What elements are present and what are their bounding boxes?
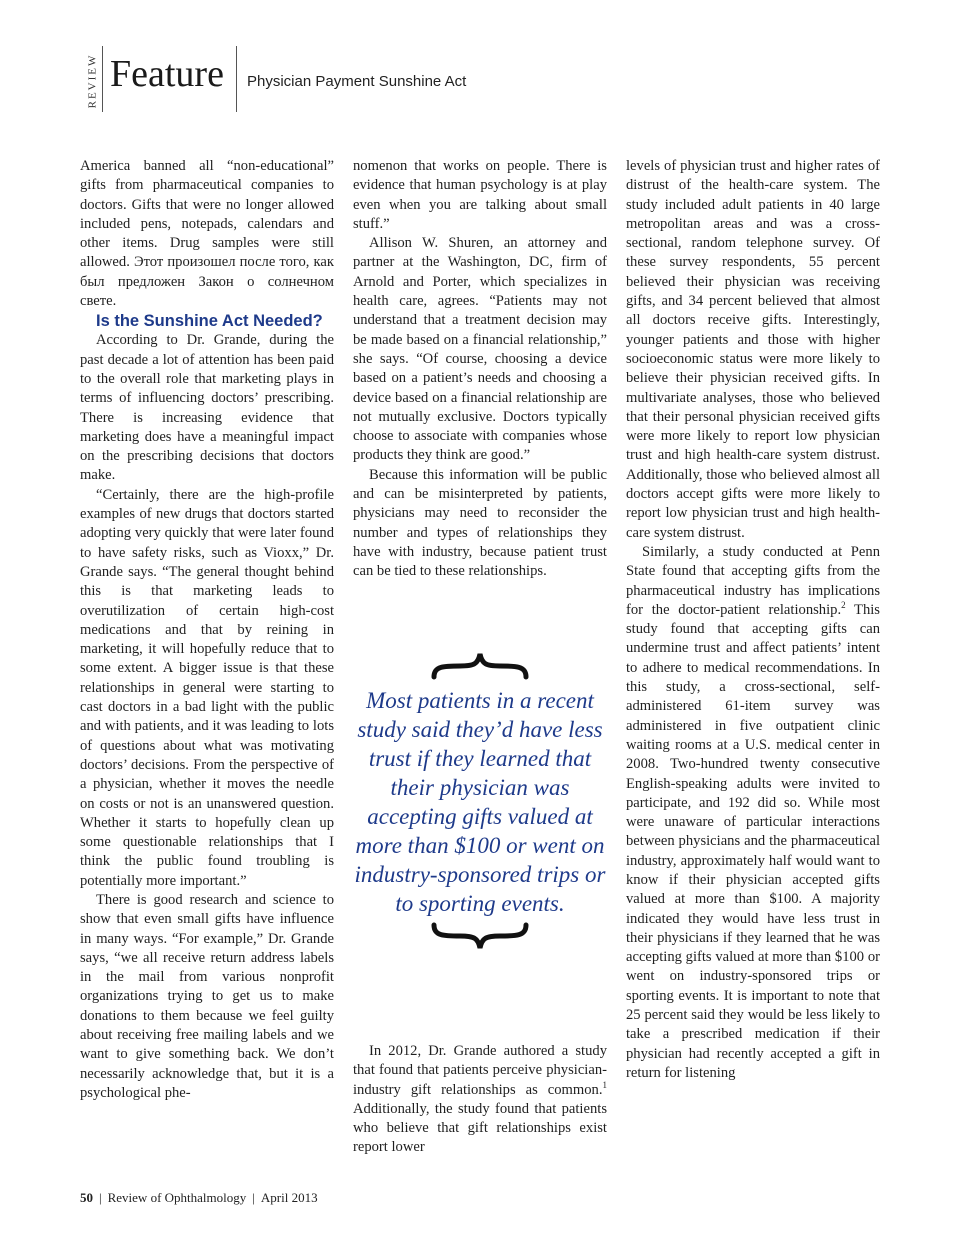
column2-paragraph-4-text: In 2012, Dr. Grande authored a study that found that patients perceive physician-industry gift relationships as common. xyxy=(353,1043,607,1098)
bottom-brace-icon xyxy=(430,922,530,952)
column3-paragraph-2-text: Similarly, a study conducted at Penn State found that accepting gifts from the pharmaceutical industry has implications for the doctor-patient relationship. xyxy=(626,543,880,618)
header-divider-left xyxy=(102,46,103,112)
column3-paragraph-1: levels of physician trust and higher rates of distrust of the health-care system. The study included adult patients in 40 large metropolitan areas and was a cross-sectional, random telephone survey. Of these survey respondents, 55 percent believed their physician was receiving gifts, and 34 percent believed that almost all doctors receive gifts. Interestingly, younger patients and those with higher socioeconomic status were more likely to believe their physician received gifts. In multivariate analyses, those who believed that their personal physician received gifts were more likely to report low physician trust and high health-care system distrust. Additionally, those who believed almost all doctors accept gifts were more likely to report low physician trust and high health-care system distrust. xyxy=(626,158,880,541)
page-number: 50 xyxy=(80,1190,93,1205)
column2-paragraph-1: nomenon that works on people. There is evidence that human psychology is at play even when you are talking about small stuff.” xyxy=(353,158,607,232)
page-title: Feature xyxy=(110,53,224,95)
column-2-continued xyxy=(353,1042,607,1158)
column2-paragraph-4 xyxy=(353,1042,607,1158)
column-2 xyxy=(353,157,607,582)
column2-paragraph-2: Allison W. Shuren, an attorney and partner at the Washington, DC, firm of Arnold and Porter, which specializes in health care, agrees. “Patients may not understand that a treatment decision may be made based on a financial relationship,” she says. “Of course, choosing a device based on a patient’s needs and choosing a device based on a financial relationship are not mutually exclusive. Doctors typically choose to associate with companies whose products they think are good.” xyxy=(353,235,607,464)
column-3 xyxy=(626,157,880,1083)
column1-paragraph-1: America banned all “non-educational” gifts from pharmaceutical companies to doctors. Gifts that were no longer allowed included pens, notepads, calendars and other items. Drug samples were still allowed. Этот произошел после того, как был предложен Закон о солнечном свете. xyxy=(80,158,334,310)
section-label-text: REVIEW xyxy=(86,53,99,109)
article-subject: Physician Payment Sunshine Act xyxy=(247,73,467,90)
column-1 xyxy=(80,157,334,1103)
reference-2: 2 xyxy=(841,599,846,610)
page-header xyxy=(0,0,960,130)
column1-paragraph-3: “Certainly, there are the high-profile examples of new drugs that doctors started adopting very quickly that were later found to have safety risks, such as Vioxx,” Dr. Grande says. “The general thought behind this is that marketing leads to overutilization of certain high-cost medications and that by reining in marketing, it will hopefully reduce that to some extent. A bigger issue is that these relationships in general were starting to cast doctors in a bad light with the public and with patients, and it was leading to lots of questions about what was motivating doctors’ decisions. From the perspective of a physician, whether it moves the needle on costs or not is an unanswered question. Whether it starts to hopefully clean up some questionable relationships that I think the public found troubling is potentially more important.” xyxy=(80,486,334,889)
top-brace-icon xyxy=(430,650,530,680)
reference-1: 1 xyxy=(602,1079,607,1090)
issue-date: April 2013 xyxy=(260,1190,318,1205)
column1-paragraph-2: According to Dr. Grande, during the past decade a lot of attention has been paid to the overall role that marketing plays in terms of influencing doctors’ prescribing. There is increasing evidence that marketing does have a meaningful impact on the prescribing decisions that doctors make. xyxy=(80,332,334,484)
column3-paragraph-2 xyxy=(626,543,880,1083)
column3-paragraph-2-cont: This study found that accepting gifts can undermine trust and affect patients’ intent to adhere to medical recommendations. In this study, a cross-sectional, self-administered 61-item survey was administered in five outpatient clinic waiting rooms at a U.S. medical center in 2008. Two-hundred twenty consecutive English-speaking adults were invited to participate, and 192 did so. While most were unaware of particular interactions between physicians and the pharmaceutical industry, approximately half would want to know if their physician accepted gifts valued at more than $100. A majority indicated they would have less trust in their physicians if they learned that he was accepting gifts valued at more than $100 or went on industry-sponsored trips or sporting events. It is important to note that 25 percent said they would be less likely to take a prescribed medication if their physician had recently accepted a gift in return for listening xyxy=(626,601,880,1081)
pull-quote xyxy=(353,650,607,1020)
publication-name: Review of Ophthalmology xyxy=(107,1190,247,1205)
section-label xyxy=(84,46,100,116)
column1-paragraph-4: There is good research and science to show that even small gifts have influence in many ways. “For example,” Dr. Grande says, “we all receive return address labels in the mail from various nonprofit organizations trying to get us to make donations to them because we feel guilty about receiving free mailing labels and we want to give something back. We don’t necessarily acknowledge that, but it is a psychological phe- xyxy=(80,891,334,1101)
header-divider-right xyxy=(236,46,237,112)
pull-quote-text: Most patients in a recent study said they’d have less trust if they learned that their physician was accepting gifts valued at more than $100 or went on industry-sponsored trips or to sporting events. xyxy=(354,688,606,916)
column2-paragraph-4-cont: Additionally, the study found that patients who believe that gift relationships exist report lower xyxy=(353,1100,607,1156)
section-subhead: Is the Sunshine Act Needed? xyxy=(96,312,323,331)
page-footer: 50 | Review of Ophthalmology | April 2013 xyxy=(80,1190,318,1205)
column2-paragraph-3: Because this information will be public and can be misinterpreted by patients, physicians may need to reconsider the number and types of relationships they have with industry, because patient trust can be tied to these relationships. xyxy=(353,466,607,580)
